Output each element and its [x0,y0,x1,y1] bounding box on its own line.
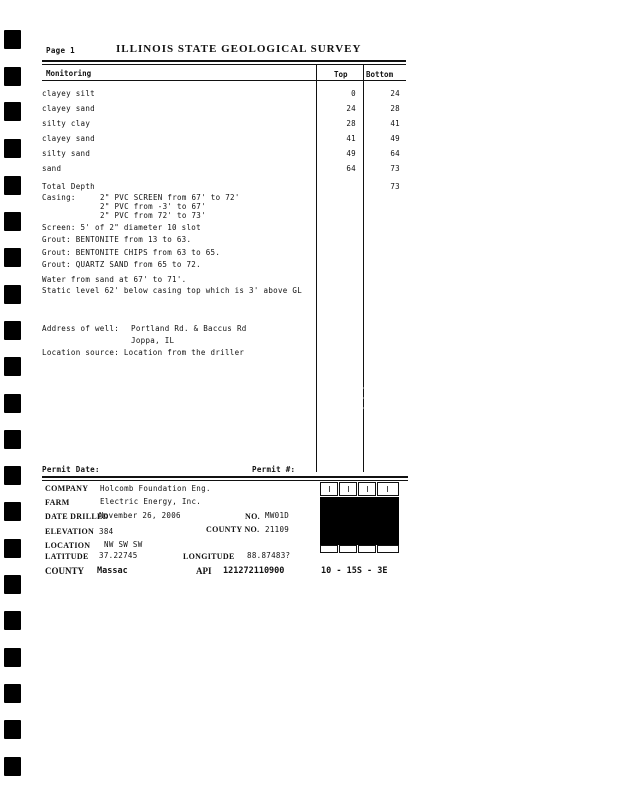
address-label: Address of well: [42,324,120,333]
punch-mark [4,575,21,594]
screen-note: Screen: 5' of 2" diameter 10 slot [42,223,201,232]
grout-note: Grout: QUARTZ SAND from 65 to 72. [42,260,201,269]
punch-mark [4,212,21,231]
punch-mark [4,430,21,449]
layer-top: 49 [346,149,356,158]
scan-speck [363,407,364,409]
page-label: Page 1 [46,46,75,55]
grid-tick [329,486,330,492]
farm-value: Electric Energy, Inc. [100,497,202,506]
longitude-label: LONGITUDE [183,552,235,561]
well-no-label: NO. [245,512,260,521]
col-header-top: Top [334,70,348,79]
punch-mark [4,648,21,667]
layer-top: 0 [351,89,356,98]
api-label: API [196,566,212,576]
longitude-value: 88.87483? [247,551,291,560]
township-range-section: 10 - 15S - 3E [321,566,388,576]
layer-name: sand [42,164,62,173]
layer-name: silty sand [42,149,91,158]
location-value: NW SW SW [104,540,143,549]
location-label: LOCATION [45,541,91,550]
layer-name: clayey sand [42,104,95,113]
punch-mark [4,539,21,558]
scan-speck [363,397,364,399]
address-line: Joppa, IL [131,336,175,345]
footer-rule [42,476,408,478]
punch-mark [4,684,21,703]
permit-date-label: Permit Date: [42,465,100,474]
punch-mark [4,176,21,195]
total-depth-label: Total Depth [42,182,95,191]
section-grid-fill [320,497,399,545]
county-value: Massac [97,566,128,576]
section-grid-cell [320,545,338,553]
punch-mark [4,611,21,630]
grid-tick [367,486,368,492]
company-value: Holcomb Foundation Eng. [100,484,211,493]
layer-bottom: 28 [390,104,400,113]
county-no-label: COUNTY NO. [206,525,260,534]
water-note: Water from sand at 67' to 71'. [42,275,187,284]
column-header-rule [42,80,406,81]
grout-note: Grout: BENTONITE from 13 to 63. [42,235,192,244]
layer-bottom: 24 [390,89,400,98]
grout-note: Grout: BENTONITE CHIPS from 63 to 65. [42,248,221,257]
total-depth-value: 73 [390,182,400,191]
static-level-note: Static level 62' below casing top which is 3' above GL [42,286,303,295]
punch-mark [4,102,21,121]
punch-mark [4,248,21,267]
punch-mark [4,67,21,86]
casing-line: 2" PVC from 72' to 73' [100,211,206,220]
section-grid-cell [377,482,399,496]
well-no-value: MW01D [265,511,290,520]
column-divider-mid [363,64,364,472]
latitude-label: LATITUDE [45,552,89,561]
casing-line: 2" PVC from -3' to 67' [100,202,206,211]
layer-top: 24 [346,104,356,113]
layer-name: clayey sand [42,134,95,143]
column-divider-left [316,64,317,472]
layer-top: 41 [346,134,356,143]
api-value: 121272110900 [223,566,285,576]
scan-speck [363,387,364,389]
grid-tick [348,486,349,492]
section-grid-cell [339,545,357,553]
date-drilled-value: November 26, 2006 [99,511,181,520]
col-header-bottom: Bottom [366,70,394,79]
punch-mark [4,757,21,776]
layer-bottom: 49 [390,134,400,143]
casing-label: Casing: [42,193,76,202]
layer-bottom: 41 [390,119,400,128]
punch-mark [4,394,21,413]
elevation-label: ELEVATION [45,527,95,536]
layer-name: clayey silt [42,89,95,98]
layer-bottom: 64 [390,149,400,158]
date-drilled-label: DATE DRILLED [45,512,109,521]
layer-top: 64 [346,164,356,173]
latitude-value: 37.22745 [99,551,138,560]
county-no-value: 21109 [265,525,290,534]
punch-mark [4,30,21,49]
county-label: COUNTY [45,566,85,576]
punch-mark [4,466,21,485]
section-grid-cell [358,545,376,553]
grid-tick [387,486,388,492]
punch-mark [4,357,21,376]
punch-mark [4,720,21,739]
section-grid-cell [377,545,399,553]
location-source: Location source: Location from the driller [42,348,245,357]
col-header-monitoring: Monitoring [46,69,92,78]
permit-number-label: Permit #: [252,465,296,474]
layer-bottom: 73 [390,164,400,173]
company-label: COMPANY [45,484,89,493]
address-line: Portland Rd. & Baccus Rd [131,324,247,333]
header-rule [42,60,406,62]
punch-mark [4,285,21,304]
footer-rule-thin [42,480,408,481]
punch-mark [4,139,21,158]
layer-name: silty clay [42,119,91,128]
document-title: ILLINOIS STATE GEOLOGICAL SURVEY [116,43,362,55]
casing-line: 2" PVC SCREEN from 67' to 72' [100,193,240,202]
layer-top: 28 [346,119,356,128]
farm-label: FARM [45,498,70,507]
header-rule-thin [42,64,406,65]
punch-mark [4,321,21,340]
elevation-value: 384 [99,527,114,536]
punch-mark [4,502,21,521]
